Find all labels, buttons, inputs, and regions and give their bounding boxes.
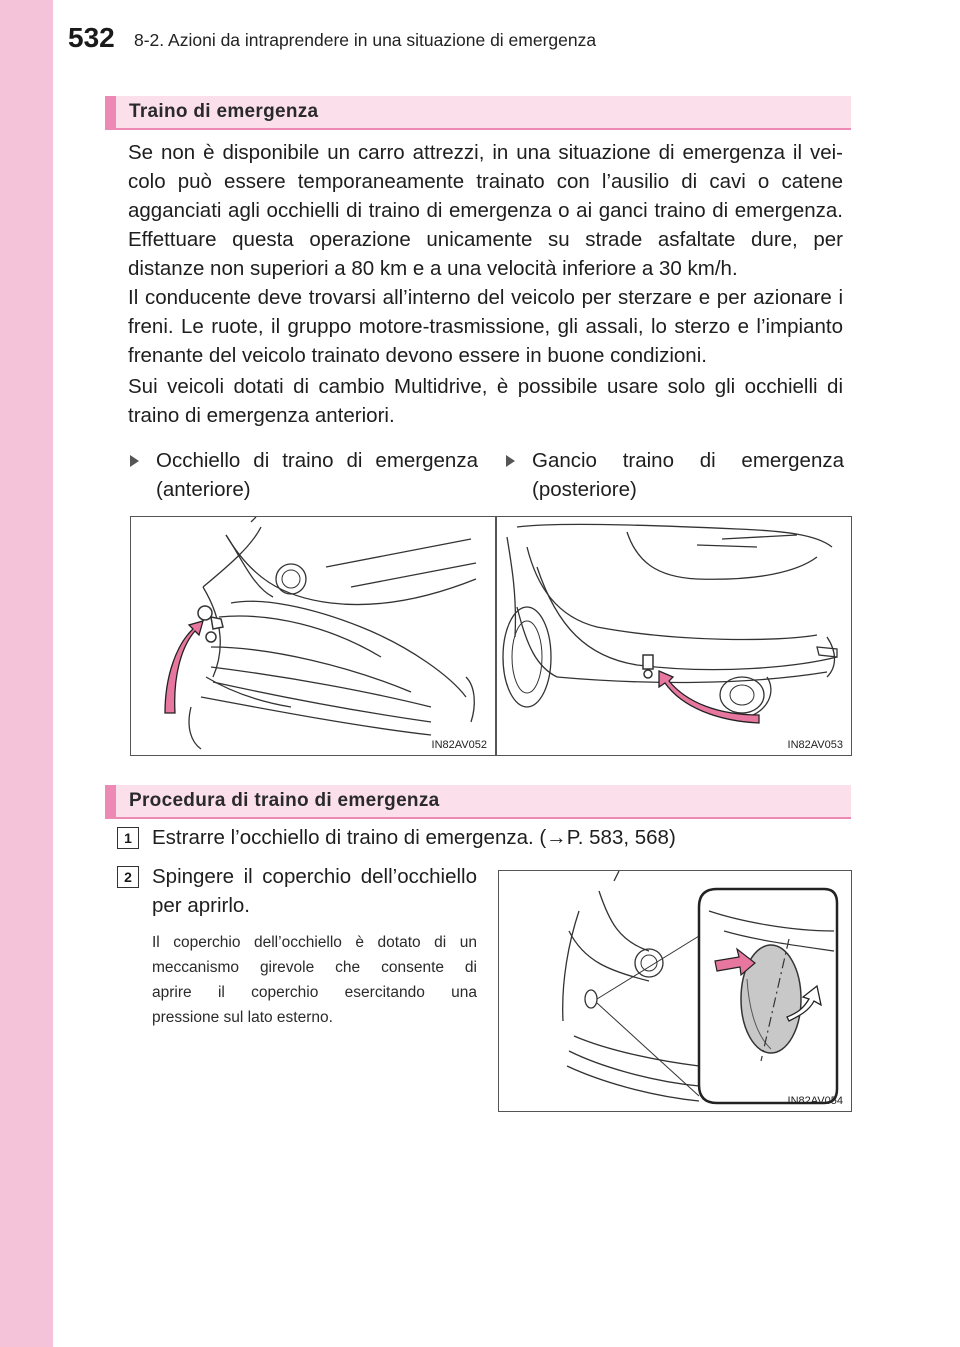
note-line: meccanismo girevole che consente di — [152, 959, 477, 976]
figure-rear-hook — [496, 516, 852, 756]
step-2-note — [152, 930, 477, 1030]
bullet-line: (posteriore) — [532, 478, 637, 501]
figure-code: IN82AV054 — [787, 1095, 843, 1107]
section-title: Traino di emergenza — [129, 101, 319, 122]
cover-illustration — [499, 871, 851, 1111]
para-line: Il conducente deve trovarsi all’interno del veicolo per sterzare e per azionare i — [128, 286, 843, 309]
step-line: Spingere il coperchio dell’occhiello — [152, 865, 477, 888]
section-heading-traino — [105, 96, 851, 128]
section-heading-accent — [105, 785, 116, 817]
tow-hook-icon — [643, 655, 653, 678]
section-heading-accent — [105, 96, 116, 128]
rear-wheel-icon — [503, 607, 551, 707]
figure-front-eyelet — [130, 516, 496, 756]
para-line: colo può essere temporaneamente trainato con l’ausilio di cavi o catene — [128, 170, 843, 193]
rear-bumper-illustration — [497, 517, 851, 755]
para-line: Effettuare questa operazione unicamente su strade asfaltate dure, per — [128, 228, 843, 251]
section-title: Procedura di traino di emergenza — [129, 790, 440, 811]
pointer-arrow-icon — [659, 671, 759, 723]
note-line: aprire il coperchio esercitando una — [152, 984, 477, 1001]
section-underline — [105, 817, 851, 819]
bullet-line: (anteriore) — [156, 478, 251, 501]
bullet-rear-hook — [506, 446, 846, 506]
para-line: frenante del veicolo trainato devono essere in buone condizioni. — [128, 344, 707, 367]
para-line: distanze non superiori a 80 km e a una velocità inferiore a 30 km/h. — [128, 257, 738, 280]
note-line: pressione sul lato esterno. — [152, 1009, 333, 1026]
step-2-text — [152, 862, 477, 920]
bullet-front-eyelet — [130, 446, 480, 506]
step-1-text: Estrarre l’occhiello di traino di emergenza. (→P. 583, 568) — [152, 826, 676, 849]
para-line: freni. Le ruote, il gruppo motore-trasmissione, gli assali, lo sterzo e l’impianto — [128, 315, 843, 338]
para-line: Se non è disponibile un carro attrezzi, in una situazione di emergenza il vei- — [128, 141, 843, 164]
para-line: traino di emergenza anteriori. — [128, 404, 395, 427]
figure-eyelet-cover — [498, 870, 852, 1112]
step-number-1: 1 — [117, 827, 139, 849]
section-heading-procedura — [105, 785, 851, 817]
para-line: agganciati agli occhielli di traino di emergenza o ai ganci traino di emergenza. — [128, 199, 843, 222]
para-line: Sui veicoli dotati di cambio Multidrive, è possibile usare solo gli occhielli di — [128, 375, 843, 398]
figure-code: IN82AV053 — [787, 739, 843, 751]
fog-light-icon — [276, 564, 306, 594]
figure-code: IN82AV052 — [431, 739, 487, 751]
chapter-sidebar-tab — [0, 0, 53, 1347]
note-line: Il coperchio dell’occhiello è dotato di un — [152, 934, 477, 951]
bullet-triangle-icon — [506, 455, 515, 467]
front-bumper-illustration — [131, 517, 495, 755]
section-underline — [105, 128, 851, 130]
page-number: 532 — [68, 22, 115, 53]
intro-paragraph — [128, 138, 843, 370]
step-line: per aprirlo. — [152, 894, 250, 917]
chapter-title: 8-2. Azioni da intraprendere in una situazione di emergenza — [134, 30, 597, 50]
pointer-arrow-icon — [165, 621, 203, 713]
bullet-line: Gancio traino di emergenza — [532, 449, 844, 472]
bullet-line: Occhiello di traino di emergenza — [156, 449, 478, 472]
multidrive-paragraph — [128, 372, 843, 430]
step-number-2: 2 — [117, 866, 139, 888]
bullet-triangle-icon — [130, 455, 139, 467]
